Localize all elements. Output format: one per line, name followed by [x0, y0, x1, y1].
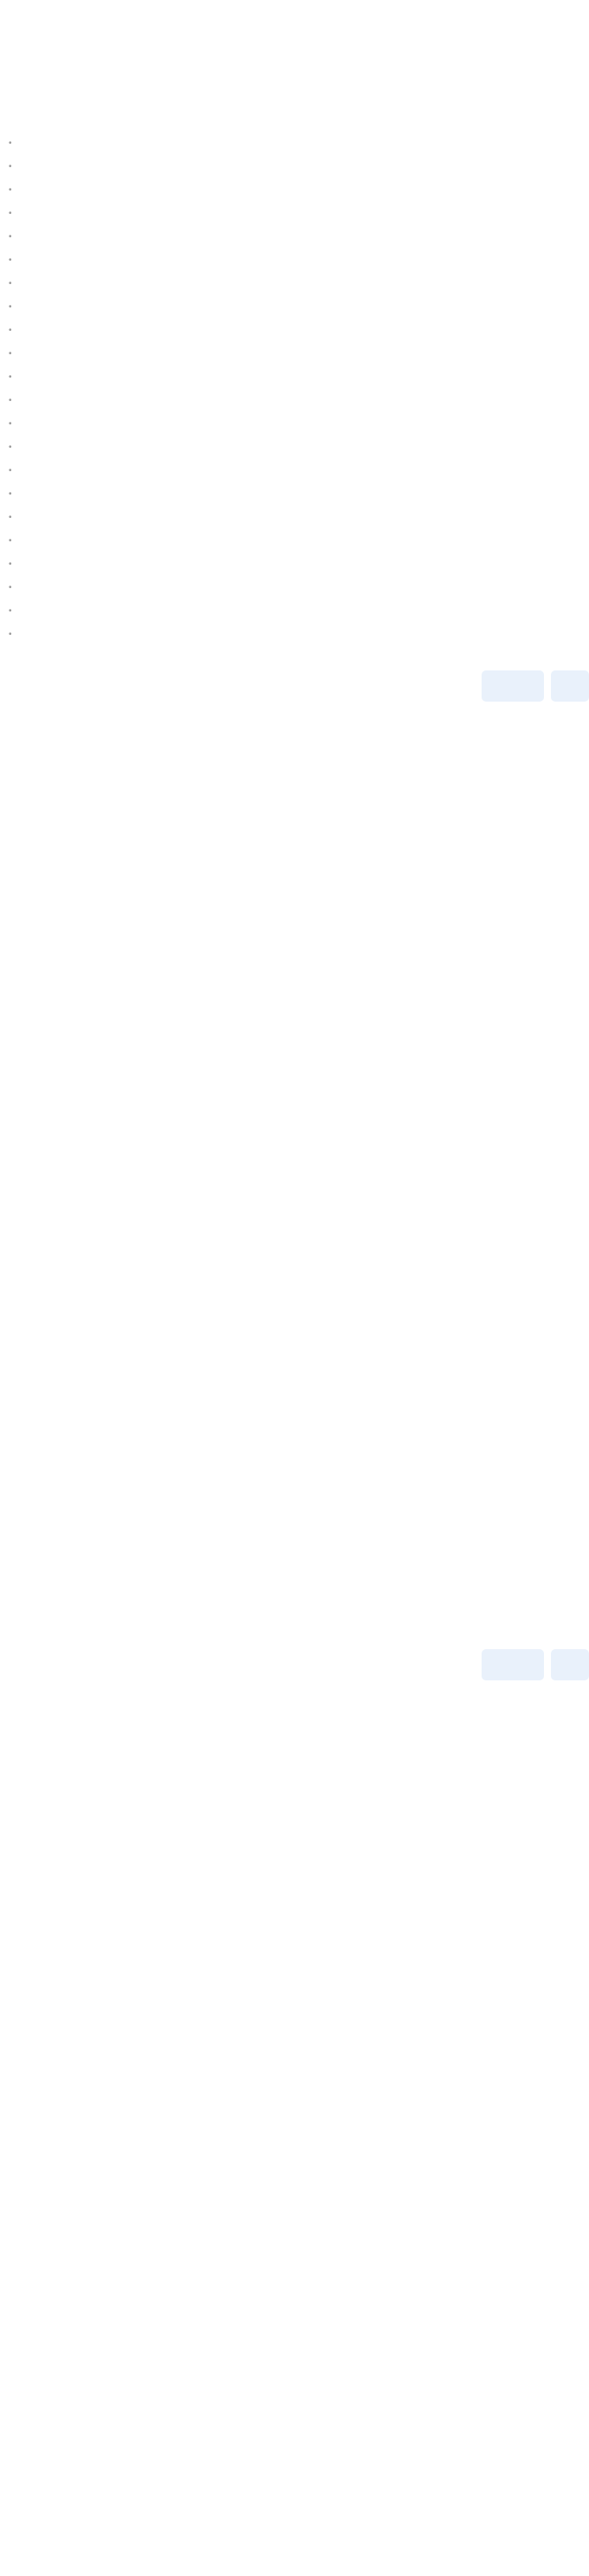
wordlist-item — [0, 153, 589, 177]
wordlist-item — [0, 481, 589, 504]
wordlist-item — [0, 387, 589, 411]
answer-text-highlighted — [0, 1684, 586, 2576]
wordlist-item — [0, 317, 589, 340]
wordlist-item — [0, 504, 589, 527]
wordlist-item — [0, 457, 589, 481]
wordlist-item — [0, 434, 589, 457]
prev-exercise-button-2[interactable] — [482, 1649, 544, 1680]
answer-text-plain — [0, 703, 586, 1644]
wordlist-item — [0, 294, 589, 317]
wordlist-item — [0, 247, 589, 270]
wordlist-item — [0, 223, 589, 247]
exercise-nav-2 — [482, 1649, 589, 1680]
wordlist-item — [0, 598, 589, 621]
wordlist-title — [0, 113, 589, 130]
wordlist-item — [0, 177, 589, 200]
wordlist-item — [0, 340, 589, 364]
wordlist-item — [0, 621, 589, 644]
wordlist-item — [0, 130, 589, 153]
exercise-nav — [482, 670, 589, 702]
exercise-header — [0, 667, 589, 705]
wordlist-item — [0, 551, 589, 574]
exercise-header-2 — [0, 1646, 589, 1684]
wordlist-item — [0, 270, 589, 294]
prev-exercise-button[interactable] — [482, 670, 544, 702]
site-header[interactable] — [0, 0, 589, 17]
wordlist — [0, 113, 589, 644]
wordlist-item — [0, 527, 589, 551]
wordlist-items — [0, 130, 589, 644]
next-exercise-button-2[interactable] — [551, 1649, 589, 1680]
wordlist-item — [0, 574, 589, 598]
next-exercise-button[interactable] — [551, 670, 589, 702]
wordlist-item — [0, 200, 589, 223]
wordlist-item — [0, 411, 589, 434]
wordlist-item — [0, 364, 589, 387]
